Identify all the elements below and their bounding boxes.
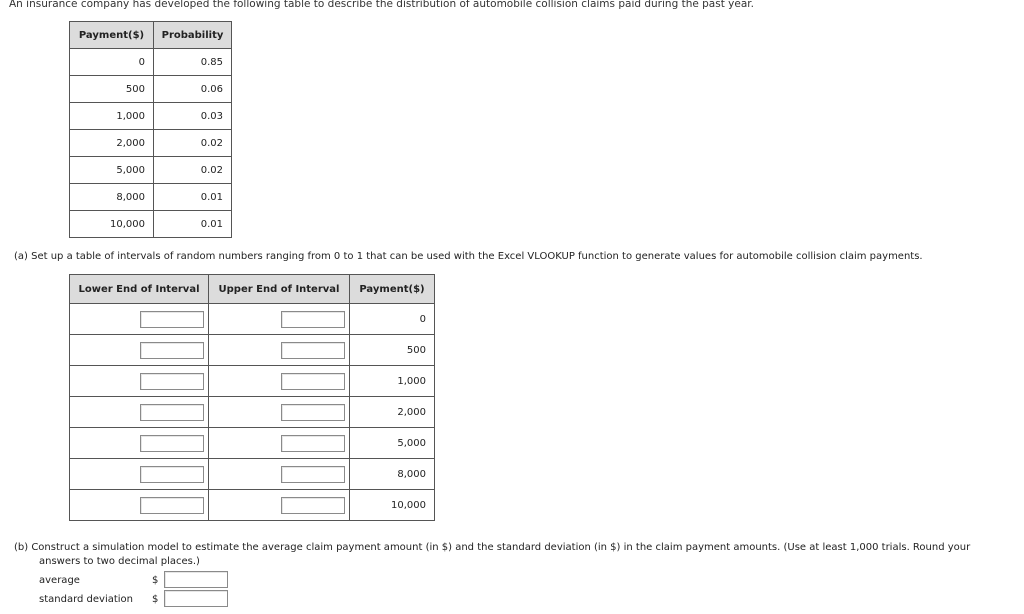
part-b-question	[14, 541, 1014, 569]
lower-end-cell	[70, 335, 209, 366]
upper-end-input[interactable]	[281, 404, 345, 421]
payment-cell: 500	[70, 76, 154, 103]
upper-end-input[interactable]	[281, 373, 345, 390]
part-a-question: (a) Set up a table of intervals of random numbers ranging from 0 to 1 that can be used with the Excel VLOOKUP function to generate values for automobile collision claim payments.	[14, 251, 923, 262]
upper-end-cell	[209, 304, 350, 335]
probability-cell: 0.02	[154, 157, 232, 184]
payment-column-header: Payment($)	[350, 275, 435, 304]
payment-column-header: Payment($)	[70, 22, 154, 49]
lower-end-column-header: Lower End of Interval	[70, 275, 209, 304]
payment-cell: 2,000	[350, 397, 435, 428]
upper-end-input[interactable]	[281, 497, 345, 514]
table-row	[70, 366, 435, 397]
probability-cell: 0.06	[154, 76, 232, 103]
payment-cell: 500	[350, 335, 435, 366]
table-row	[70, 211, 232, 238]
upper-end-input[interactable]	[281, 342, 345, 359]
payment-cell: 0	[350, 304, 435, 335]
probability-column-header: Probability	[154, 22, 232, 49]
lower-end-cell	[70, 397, 209, 428]
upper-end-cell	[209, 459, 350, 490]
table-row	[70, 397, 435, 428]
average-label: average	[39, 575, 80, 586]
average-input[interactable]	[164, 571, 228, 588]
lower-end-input[interactable]	[140, 342, 204, 359]
table-row	[70, 459, 435, 490]
interval-header-row	[70, 275, 435, 304]
upper-end-column-header: Upper End of Interval	[209, 275, 350, 304]
distribution-header-row	[70, 22, 232, 49]
payment-cell: 2,000	[70, 130, 154, 157]
lower-end-input[interactable]	[140, 435, 204, 452]
table-row	[70, 335, 435, 366]
table-row	[70, 184, 232, 211]
dollar-sign: $	[152, 594, 159, 605]
upper-end-cell	[209, 366, 350, 397]
payment-cell: 10,000	[70, 211, 154, 238]
payment-cell: 1,000	[350, 366, 435, 397]
interval-table	[69, 274, 435, 521]
distribution-table	[69, 21, 232, 238]
table-row	[70, 130, 232, 157]
standard-deviation-input[interactable]	[164, 590, 228, 607]
probability-cell: 0.01	[154, 184, 232, 211]
upper-end-cell	[209, 428, 350, 459]
probability-cell: 0.02	[154, 130, 232, 157]
part-b-line-1: (b) Construct a simulation model to estimate the average claim payment amount (in $) and the standard deviation (in $) in the claim payment amounts. (Use at least 1,000 trials. Round your	[14, 542, 971, 553]
lower-end-input[interactable]	[140, 497, 204, 514]
upper-end-cell	[209, 335, 350, 366]
probability-cell: 0.85	[154, 49, 232, 76]
lower-end-cell	[70, 428, 209, 459]
dollar-sign: $	[152, 575, 159, 586]
standard-deviation-label: standard deviation	[39, 594, 134, 605]
table-row	[70, 103, 232, 130]
table-row	[70, 157, 232, 184]
lower-end-input[interactable]	[140, 466, 204, 483]
payment-cell: 0	[70, 49, 154, 76]
payment-cell: 1,000	[70, 103, 154, 130]
lower-end-input[interactable]	[140, 311, 204, 328]
upper-end-input[interactable]	[281, 311, 345, 328]
payment-cell: 8,000	[350, 459, 435, 490]
lower-end-input[interactable]	[140, 404, 204, 421]
table-row	[70, 304, 435, 335]
payment-cell: 10,000	[350, 490, 435, 521]
payment-cell: 5,000	[350, 428, 435, 459]
table-row	[70, 428, 435, 459]
upper-end-input[interactable]	[281, 435, 345, 452]
probability-cell: 0.01	[154, 211, 232, 238]
upper-end-input[interactable]	[281, 466, 345, 483]
part-b-line-2: answers to two decimal places.)	[39, 556, 200, 567]
lower-end-input[interactable]	[140, 373, 204, 390]
lower-end-cell	[70, 490, 209, 521]
intro-text: An insurance company has developed the following table to describe the distribution of automobile collision claims paid during the past year.	[9, 0, 754, 10]
table-row	[70, 76, 232, 103]
upper-end-cell	[209, 397, 350, 428]
payment-cell: 8,000	[70, 184, 154, 211]
probability-cell: 0.03	[154, 103, 232, 130]
lower-end-cell	[70, 304, 209, 335]
lower-end-cell	[70, 366, 209, 397]
lower-end-cell	[70, 459, 209, 490]
upper-end-cell	[209, 490, 350, 521]
table-row	[70, 49, 232, 76]
payment-cell: 5,000	[70, 157, 154, 184]
table-row	[70, 490, 435, 521]
